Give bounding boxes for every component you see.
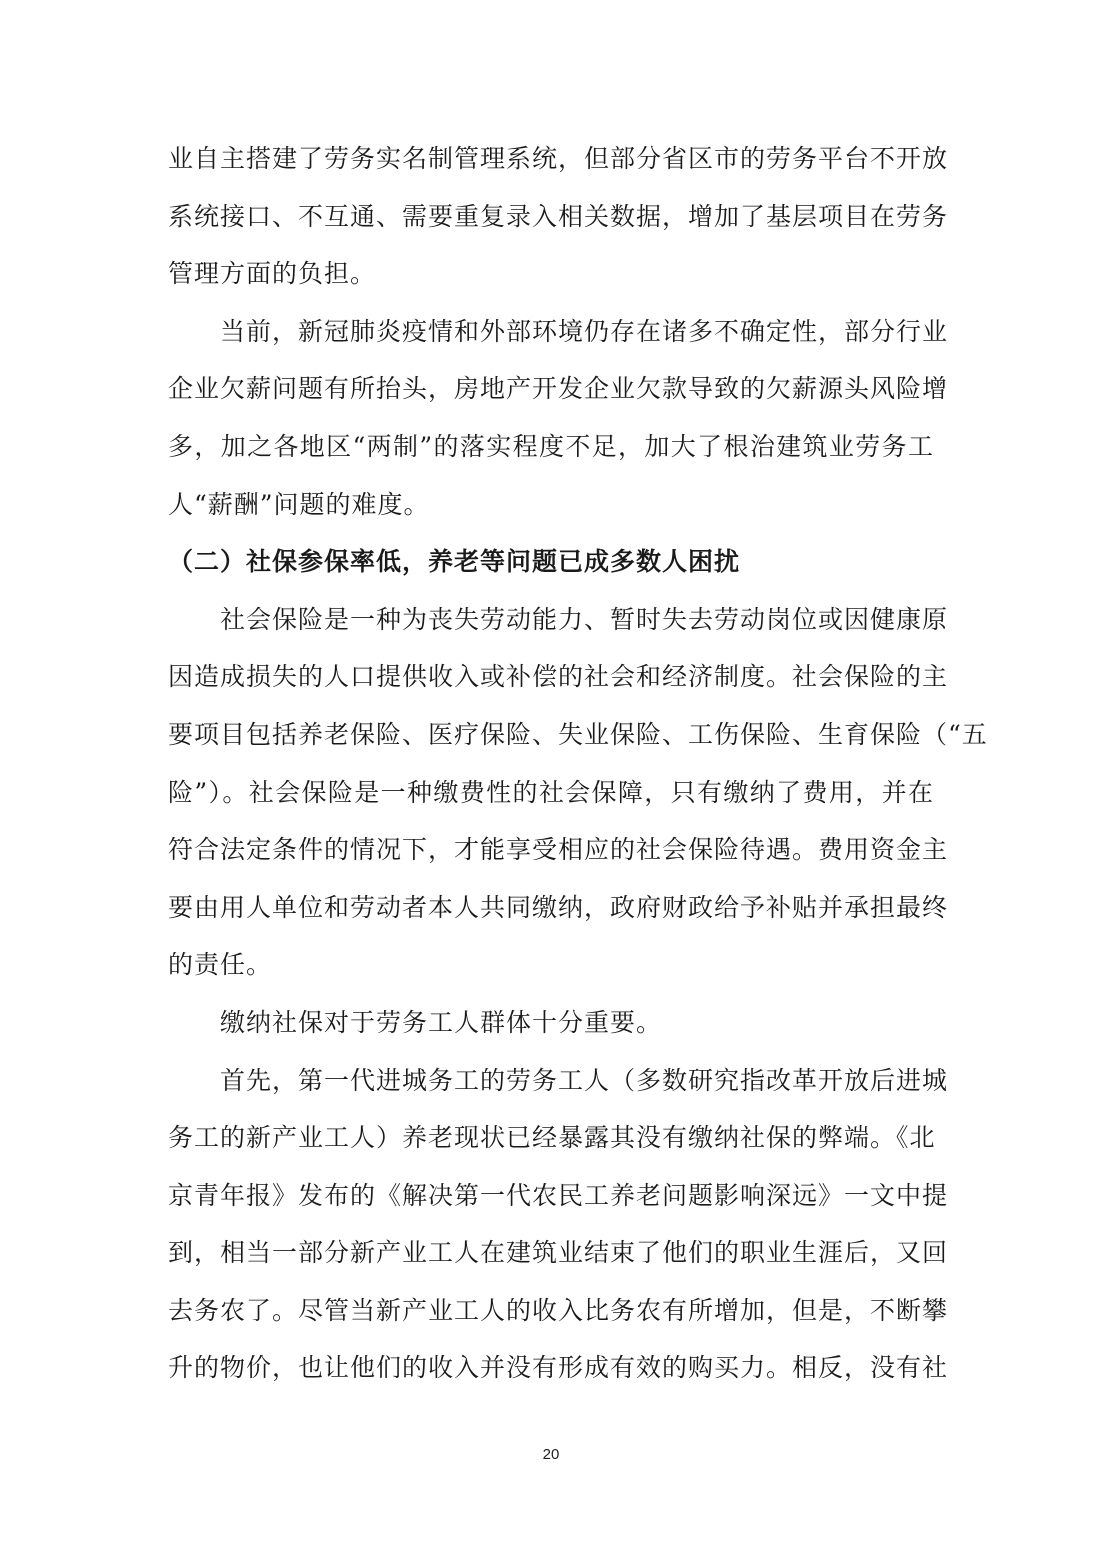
section-heading: （二）社保参保率低，养老等问题已成多数人困扰 [168,547,741,577]
text-line: 符合法定条件的情况下，才能享受相应的社会保险待遇。费用资金主 [168,835,949,865]
text-line: 到，相当一部分新产业工人在建筑业结束了他们的职业生涯后，又回 [168,1238,949,1268]
text-line: 要项目包括养老保险、医疗保险、失业保险、工伤保险、生育保险（“五 [168,719,988,749]
text-line: 险”）。社会保险是一种缴费性的社会保障，只有缴纳了费用，并在 [168,777,934,807]
text-line: 当前，新冠肺炎疫情和外部环境仍存在诸多不确定性，部分行业 [220,316,949,346]
text-line: 首先，第一代进城务工的劳务工人（多数研究指改革开放后进城 [220,1065,949,1095]
text-line: 京青年报》发布的《解决第一代农民工养老问题影响深远》一文中提 [168,1180,949,1210]
text-line: 人“薪酬”问题的难度。 [168,489,430,519]
text-line: 多，加之各地区“两制”的落实程度不足，加大了根治建筑业劳务工 [168,431,934,461]
document-body [168,130,988,1397]
text-line: 系统接口、不互通、需要重复录入相关数据，增加了基层项目在劳务 [168,201,949,231]
text-line: 去务农了。尽管当新产业工人的收入比务农有所增加，但是，不断攀 [168,1295,949,1325]
text-line: 缴纳社保对于劳务工人群体十分重要。 [220,1007,663,1037]
page-number: 20 [542,1446,560,1463]
text-line: 业自主搭建了劳务实名制管理系统，但部分省区市的劳务平台不开放 [168,144,949,173]
text-line: 务工的新产业工人）养老现状已经暴露其没有缴纳社保的弊端。《北 [168,1123,936,1153]
text-line: 要由用人单位和劳动者本人共同缴纳，政府财政给予补贴并承担最终 [168,892,949,922]
text-line: 企业欠薪问题有所抬头，房地产开发企业欠款导致的欠薪源头风险增 [168,374,949,404]
text-line: 社会保险是一种为丧失劳动能力、暂时失去劳动岗位或因健康原 [220,604,949,634]
text-line: 因造成损失的人口提供收入或补偿的社会和经济制度。社会保险的主 [168,662,949,692]
text-line: 管理方面的负担。 [168,259,377,289]
text-line: 升的物价，也让他们的收入并没有形成有效的购买力。相反，没有社 [168,1353,949,1383]
text-line: 的责任。 [168,950,273,980]
